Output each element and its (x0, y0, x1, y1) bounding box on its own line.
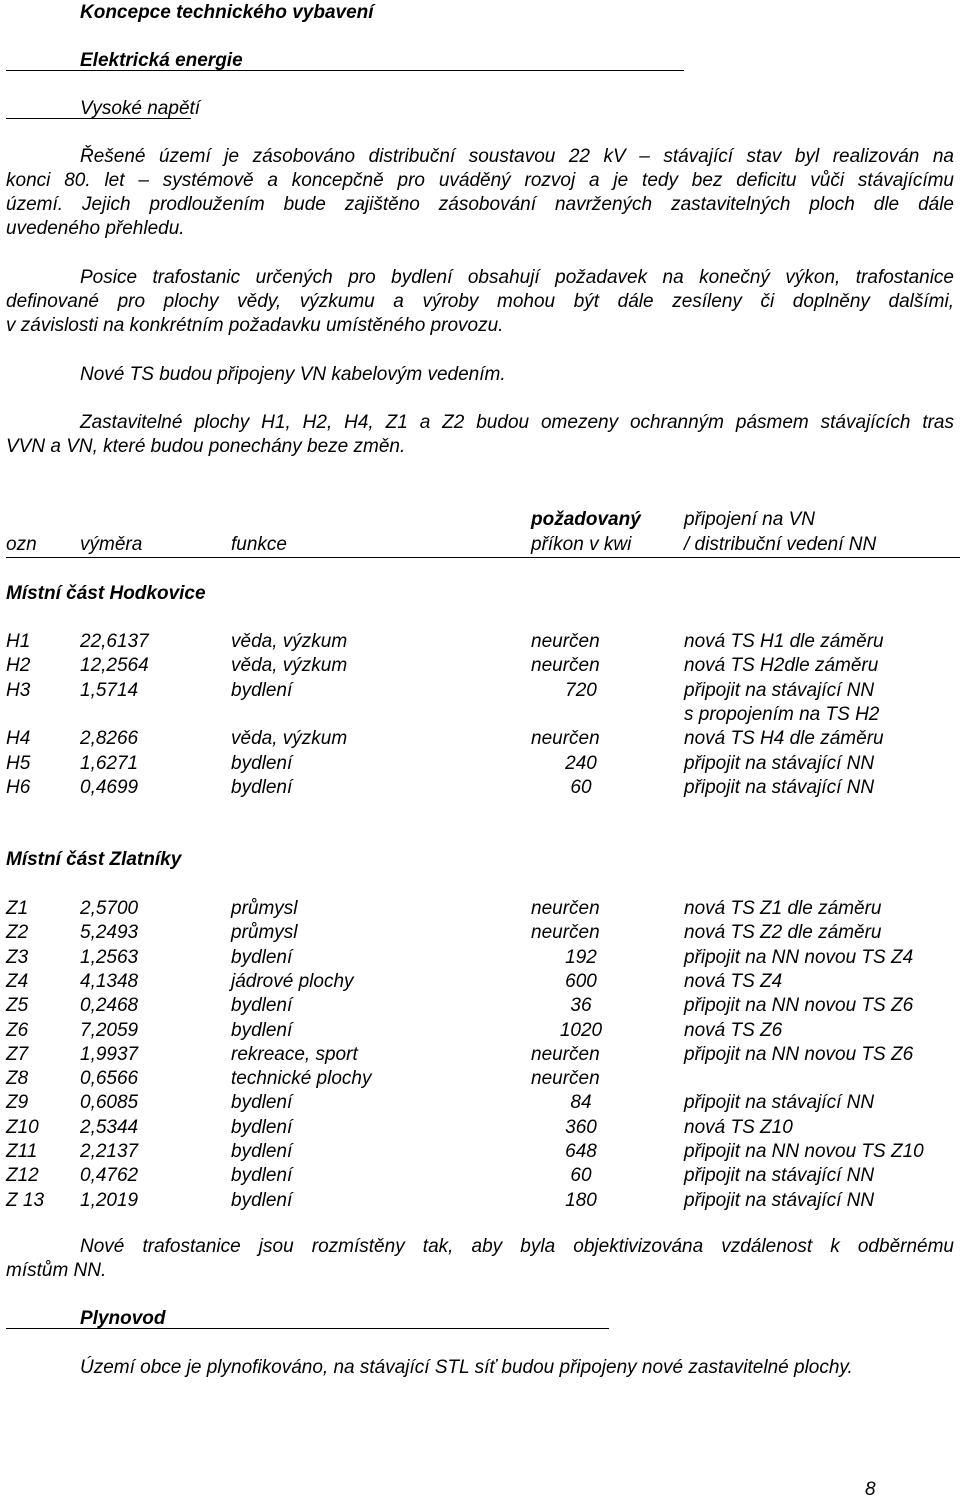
paragraph-line: místům NN. (6, 1260, 107, 1281)
paragraph-line: Posice trafostanic určených pro bydlení obsahují požadavek na konečný výkon, trafostanice (80, 267, 954, 288)
table-row (0, 776, 960, 800)
table-row (0, 1091, 960, 1115)
cell-funkce: technické plochy (231, 1068, 372, 1090)
cell-vymera: 1,9937 (80, 1043, 139, 1065)
cell-funkce: bydlení (231, 946, 293, 968)
cell-funkce: bydlení (231, 1141, 293, 1162)
table-row (0, 897, 960, 921)
cell-funkce: bydlení (231, 995, 293, 1017)
cell-vn: připojit na stávající NN (684, 752, 875, 774)
cell-vn: nová TS H4 dle záměru (684, 728, 884, 750)
cell-funkce: bydlení (231, 752, 293, 774)
table-row (0, 1019, 960, 1043)
header-funkce: funkce (231, 534, 287, 555)
cell-prikon: neurčen (531, 922, 600, 944)
paragraph-line: Zastavitelné plochy H1, H2, H4, Z1 a Z2 budou omezeny ochranným pásmem stávajících tras (80, 412, 954, 433)
cell-vn: připojit na stávající NN (684, 776, 875, 798)
cell-ozn: Z11 (6, 1141, 38, 1162)
cell-funkce: jádrové plochy (231, 970, 354, 992)
cell-funkce: bydlení (231, 1165, 293, 1187)
subsection-underline (6, 118, 191, 119)
cell-funkce: věda, výzkum (231, 631, 348, 652)
section-title-gas: Plynovod (80, 1308, 166, 1329)
cell-vymera: 0,6085 (80, 1092, 139, 1114)
table-row (0, 921, 960, 945)
cell-vymera: 1,2019 (80, 1189, 139, 1211)
cell-prikon: 360 (565, 1116, 597, 1138)
cell-ozn: H2 (6, 655, 31, 677)
paragraph-line: Nové trafostanice jsou rozmístěny tak, aby byla objektivizována vzdálenost k odběrnému (80, 1236, 954, 1257)
cell-funkce: rekreace, sport (231, 1043, 358, 1065)
cell-vymera: 22,6137 (80, 631, 149, 652)
cell-vymera: 0,4699 (80, 776, 139, 798)
table-row (0, 727, 960, 751)
paragraph-line: VVN a VN, které budou ponechány beze změn. (6, 436, 406, 457)
table-row (0, 1043, 960, 1067)
cell-prikon: 600 (565, 970, 597, 992)
table-row (0, 752, 960, 776)
section-underline (6, 70, 684, 71)
table-row (0, 1140, 960, 1164)
paragraph-line: konci 80. let – systémově a koncepčně pro uváděný rozvoj a je tedy bez deficitu vůči stávajícímu (6, 170, 954, 191)
table-row (0, 703, 960, 727)
section-title-electricity: Elektrická energie (80, 50, 243, 71)
table-row (0, 946, 960, 970)
cell-vymera: 0,2468 (80, 995, 139, 1017)
paragraph-line: v závislosti na konkrétním požadavku umístěného provozu. (6, 315, 504, 336)
paragraph-line: Území obce je plynofikováno, na stávající STL síť budou připojeny nové zastavitelné plochy. (80, 1357, 853, 1378)
cell-ozn: Z10 (6, 1116, 39, 1138)
cell-prikon: 1020 (559, 1019, 603, 1041)
cell-vymera: 12,2564 (80, 655, 149, 677)
cell-funkce: věda, výzkum (231, 655, 348, 677)
cell-ozn: Z12 (6, 1165, 39, 1187)
table-header-rule (6, 557, 960, 558)
cell-vymera: 1,5714 (80, 679, 139, 701)
cell-prikon: neurčen (531, 631, 600, 652)
table-row (0, 1116, 960, 1140)
cell-vymera: 4,1348 (80, 970, 139, 992)
cell-vn: s propojením na TS H2 (684, 703, 880, 725)
cell-ozn: Z9 (6, 1092, 29, 1114)
cell-prikon: 648 (565, 1141, 597, 1162)
cell-prikon: 180 (565, 1189, 597, 1211)
cell-vymera: 0,4762 (80, 1165, 139, 1187)
section-title-zlatniky: Místní část Zlatníky (6, 849, 182, 870)
cell-funkce: bydlení (231, 1019, 293, 1041)
cell-ozn: Z2 (6, 922, 29, 944)
table-row (0, 654, 960, 678)
cell-prikon: 720 (565, 679, 597, 701)
cell-ozn: Z5 (6, 995, 29, 1017)
cell-funkce: bydlení (231, 1189, 293, 1211)
table-row (0, 1189, 960, 1213)
cell-vymera: 7,2059 (80, 1019, 139, 1041)
paragraph-line: Nové TS budou připojeny VN kabelovým vedením. (80, 364, 506, 385)
cell-funkce: bydlení (231, 1116, 293, 1138)
cell-prikon: 60 (570, 776, 592, 798)
cell-vymera: 2,2137 (80, 1141, 139, 1162)
header-vn-line2: / distribuční vedení NN (684, 534, 877, 555)
paragraph-line: definované pro plochy vědy, výzkumu a výroby mohou být dále zesíleny či doplněny dalšími, (6, 291, 954, 312)
cell-vn: nová TS Z6 (684, 1019, 783, 1041)
page-number: 8 (865, 1479, 876, 1500)
cell-prikon: neurčen (531, 655, 600, 677)
cell-ozn: Z6 (6, 1019, 29, 1041)
cell-prikon: neurčen (531, 898, 600, 919)
cell-vn: nová TS H1 dle záměru (684, 631, 884, 652)
cell-vymera: 5,2493 (80, 922, 139, 944)
table-row (0, 1164, 960, 1188)
cell-vn: připojit na NN novou TS Z6 (684, 995, 914, 1017)
cell-ozn: Z4 (6, 970, 29, 992)
cell-ozn: H4 (6, 728, 31, 750)
table-row (0, 1067, 960, 1091)
cell-prikon: 192 (565, 946, 597, 968)
cell-vn: připojit na stávající NN (684, 1165, 875, 1187)
table-row (0, 970, 960, 994)
cell-prikon: 240 (565, 752, 597, 774)
cell-funkce: bydlení (231, 776, 293, 798)
section-underline (6, 1328, 609, 1329)
cell-vn: připojit na stávající NN (684, 1092, 875, 1114)
header-prikon-line2: příkon v kwi (531, 534, 632, 555)
cell-ozn: Z1 (6, 898, 29, 919)
subsection-title-high-voltage: Vysoké napětí (80, 98, 201, 119)
cell-vymera: 2,5700 (80, 898, 139, 919)
cell-ozn: Z3 (6, 946, 29, 968)
cell-prikon: 60 (570, 1165, 592, 1187)
cell-vn: připojit na NN novou TS Z6 (684, 1043, 914, 1065)
cell-vn: nová TS Z2 dle záměru (684, 922, 882, 944)
table-row (0, 630, 960, 654)
cell-ozn: Z8 (6, 1068, 29, 1090)
cell-vymera: 1,2563 (80, 946, 139, 968)
header-prikon-line1: požadovaný (531, 509, 641, 530)
cell-ozn: H6 (6, 776, 31, 798)
cell-funkce: průmysl (231, 922, 298, 944)
paragraph-line: Řešené území je zásobováno distribuční soustavou 22 kV – stávající stav byl realizován na (80, 146, 954, 167)
cell-vn: nová TS Z4 (684, 970, 783, 992)
cell-vn: připojit na NN novou TS Z4 (684, 946, 914, 968)
header-vymera: výměra (80, 534, 143, 555)
cell-ozn: H1 (6, 631, 31, 652)
header-vn-line1: připojení na VN (684, 509, 815, 530)
cell-prikon: 36 (570, 995, 592, 1017)
page-heading: Koncepce technického vybavení (80, 2, 374, 23)
cell-ozn: H3 (6, 679, 31, 701)
cell-vymera: 1,6271 (80, 752, 139, 774)
cell-vymera: 2,8266 (80, 728, 139, 750)
cell-prikon: neurčen (531, 1043, 600, 1065)
cell-vymera: 2,5344 (80, 1116, 139, 1138)
cell-vymera: 0,6566 (80, 1068, 139, 1090)
cell-prikon: neurčen (531, 728, 600, 750)
cell-funkce: bydlení (231, 679, 293, 701)
cell-vn: nová TS Z1 dle záměru (684, 898, 882, 919)
cell-prikon: neurčen (531, 1068, 600, 1090)
cell-vn: nová TS H2dle záměru (684, 655, 879, 677)
cell-funkce: průmysl (231, 898, 298, 919)
cell-ozn: Z 13 (6, 1189, 45, 1211)
cell-ozn: H5 (6, 752, 31, 774)
paragraph-line: území. Jejich prodloužením bude zajištěno zásobování navržených zastavitelných ploch dle dále (6, 194, 954, 215)
cell-funkce: bydlení (231, 1092, 293, 1114)
table-row (0, 994, 960, 1018)
section-title-hodkovice: Místní část Hodkovice (6, 583, 206, 604)
header-ozn: ozn (6, 534, 37, 555)
cell-funkce: věda, výzkum (231, 728, 348, 750)
cell-vn: nová TS Z10 (684, 1116, 793, 1138)
cell-vn: připojit na stávající NN (684, 1189, 875, 1211)
paragraph-line: uvedeného přehledu. (6, 218, 185, 239)
cell-prikon: 84 (570, 1092, 592, 1114)
table-row (0, 679, 960, 703)
cell-vn: připojit na NN novou TS Z10 (684, 1141, 924, 1162)
cell-vn: připojit na stávající NN (684, 679, 875, 701)
cell-ozn: Z7 (6, 1043, 29, 1065)
